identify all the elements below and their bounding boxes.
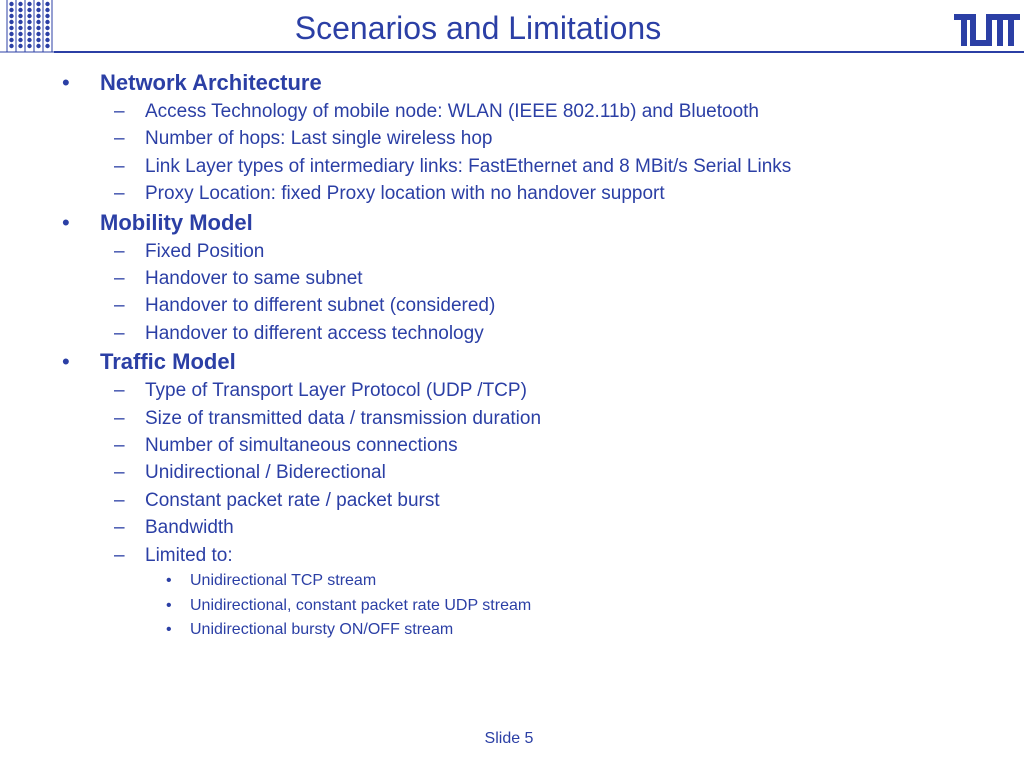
section-heading: • Network Architecture	[0, 68, 1024, 98]
list-item: – Limited to:	[114, 544, 233, 566]
list-item: – Handover to same subnet	[114, 268, 363, 290]
slide-number: Slide 5	[484, 730, 534, 747]
list-item: – Link Layer types of intermediary links: FastEthernet and 8 MBit/s Serial Links	[114, 155, 792, 177]
header-divider	[54, 51, 1024, 53]
slide-body	[0, 68, 1024, 643]
bullet-icon: •	[62, 349, 70, 375]
list-item: – Constant packet rate / packet burst	[114, 489, 440, 511]
slide-header	[0, 0, 1024, 54]
tum-logo-icon	[954, 14, 1020, 46]
list-item: – Number of simultaneous connections	[114, 435, 458, 457]
list-item: – Access Technology of mobile node: WLAN (IEEE 802.11b) and Bluetooth	[114, 101, 759, 122]
list-item: – Handover to different access technology	[114, 322, 484, 344]
list-item: – Type of Transport Layer Protocol (UDP /TCP)	[114, 380, 527, 402]
list-item: • Unidirectional, constant packet rate UDP stream	[166, 596, 532, 614]
list-item: • Unidirectional bursty ON/OFF stream	[166, 621, 454, 639]
bullet-icon: •	[62, 209, 70, 235]
list-item: • Unidirectional TCP stream	[166, 572, 377, 590]
list-item: – Bandwidth	[114, 517, 234, 539]
bullet-icon: •	[62, 70, 70, 95]
list-item: – Unidirectional / Biderectional	[114, 462, 386, 484]
list-item: – Fixed Position	[114, 240, 265, 262]
list-item: – Proxy Location: fixed Proxy location with no handover support	[114, 183, 665, 205]
section-network-architecture	[0, 68, 1024, 208]
list-item: – Number of hops: Last single wireless hop	[114, 128, 493, 150]
section-traffic-model	[0, 347, 1024, 642]
page-title: Scenarios and Limitations	[294, 10, 662, 46]
list-item: – Size of transmitted data / transmission duration	[114, 407, 542, 429]
section-heading: • Traffic Model	[0, 347, 1024, 377]
list-item: – Handover to different subnet (considered)	[114, 295, 496, 317]
section-heading: • Mobility Model	[0, 208, 1024, 238]
section-mobility-model	[0, 208, 1024, 348]
